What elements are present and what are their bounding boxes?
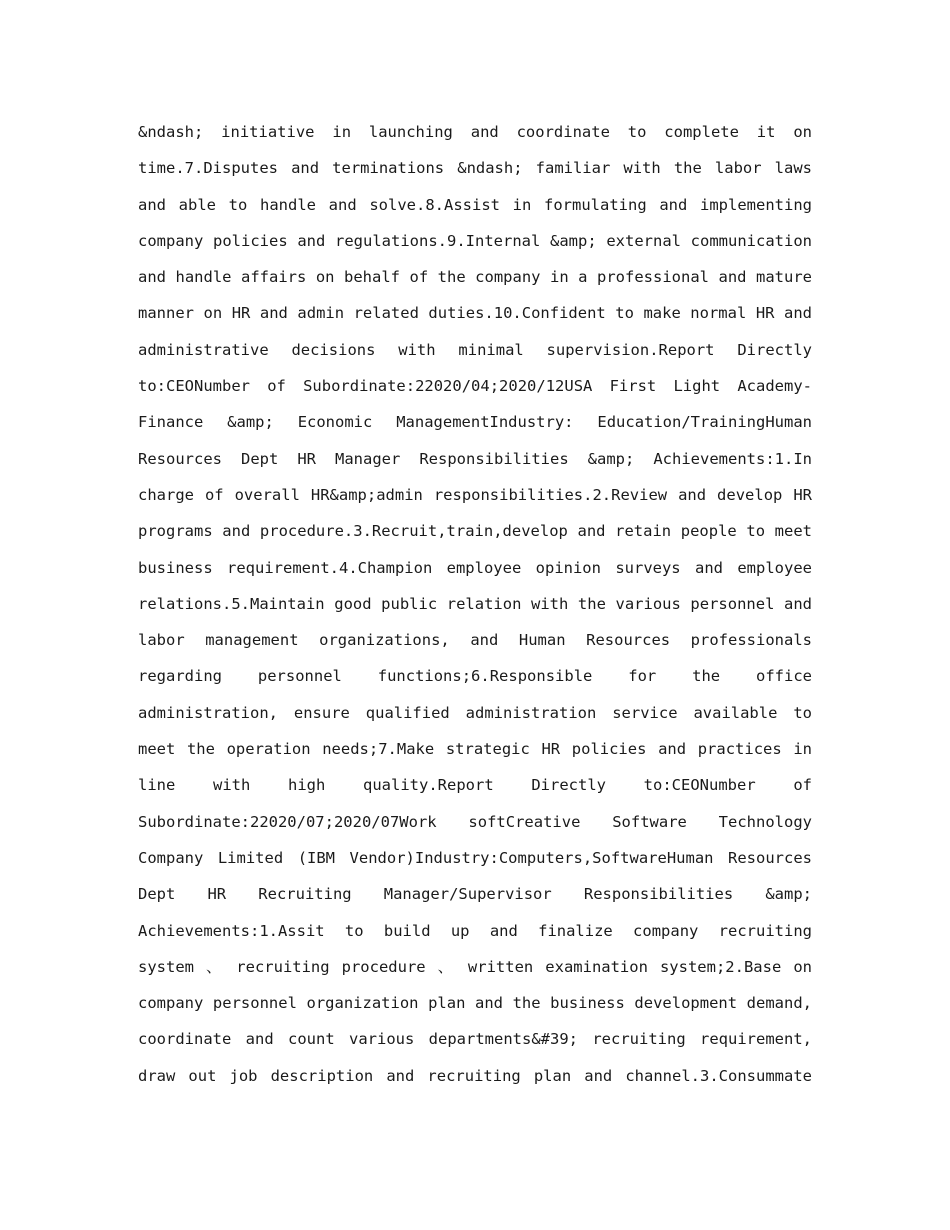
text-line: business requirement.4.Champion employee opinion surveys and employee bbox=[138, 558, 812, 577]
text-line: labor management organizations, and Human Resources professionals bbox=[138, 631, 812, 650]
body-text bbox=[138, 114, 812, 1094]
text-line: company personnel organization plan and the business development demand, bbox=[138, 994, 812, 1013]
text-line: coordinate and count various departments&#39; recruiting requirement, bbox=[138, 1030, 812, 1049]
text-line: Company Limited (IBM Vendor)Industry:Computers,SoftwareHuman Resources bbox=[138, 848, 812, 867]
text-line: Achievements:1.Assit to build up and finalize company recruiting bbox=[138, 921, 812, 940]
text-line: and handle affairs on behalf of the company in a professional and mature bbox=[138, 268, 812, 287]
text-line: manner on HR and admin related duties.10.Confident to make normal HR and bbox=[138, 304, 812, 323]
text-line: programs and procedure.3.Recruit,train,develop and retain people to meet bbox=[138, 522, 812, 541]
text-line: administrative decisions with minimal supervision.Report Directly bbox=[138, 340, 812, 359]
text-line: company policies and regulations.9.Internal &amp; external communication bbox=[138, 231, 812, 250]
text-line: to:CEONumber of Subordinate:22020/04;2020/12USA First Light Academy- bbox=[138, 377, 812, 396]
text-line: system 、 recruiting procedure 、 written examination system;2.Base on bbox=[138, 957, 812, 976]
text-line: charge of overall HR&amp;admin responsibilities.2.Review and develop HR bbox=[138, 485, 812, 504]
text-line: draw out job description and recruiting plan and channel.3.Consummate bbox=[138, 1066, 812, 1085]
text-line: administration, ensure qualified administration service available to bbox=[138, 703, 812, 722]
text-line: Resources Dept HR Manager Responsibilities &amp; Achievements:1.In bbox=[138, 449, 812, 468]
text-line: &ndash; initiative in launching and coordinate to complete it on bbox=[138, 123, 812, 141]
text-line: Subordinate:22020/07;2020/07Work softCreative Software Technology bbox=[138, 812, 812, 831]
text-line: relations.5.Maintain good public relation with the various personnel and bbox=[138, 594, 812, 613]
text-line: time.7.Disputes and terminations &ndash; familiar with the labor laws bbox=[138, 159, 812, 178]
text-line: meet the operation needs;7.Make strategic HR policies and practices in bbox=[138, 740, 812, 759]
text-line: Finance &amp; Economic ManagementIndustry: Education/TrainingHuman bbox=[138, 413, 812, 432]
text-line: Dept HR Recruiting Manager/Supervisor Responsibilities &amp; bbox=[138, 885, 812, 904]
text-line: and able to handle and solve.8.Assist in formulating and implementing bbox=[138, 195, 812, 214]
text-line: line with high quality.Report Directly to:CEONumber of bbox=[138, 776, 812, 795]
text-line: regarding personnel functions;6.Responsible for the office bbox=[138, 667, 812, 686]
